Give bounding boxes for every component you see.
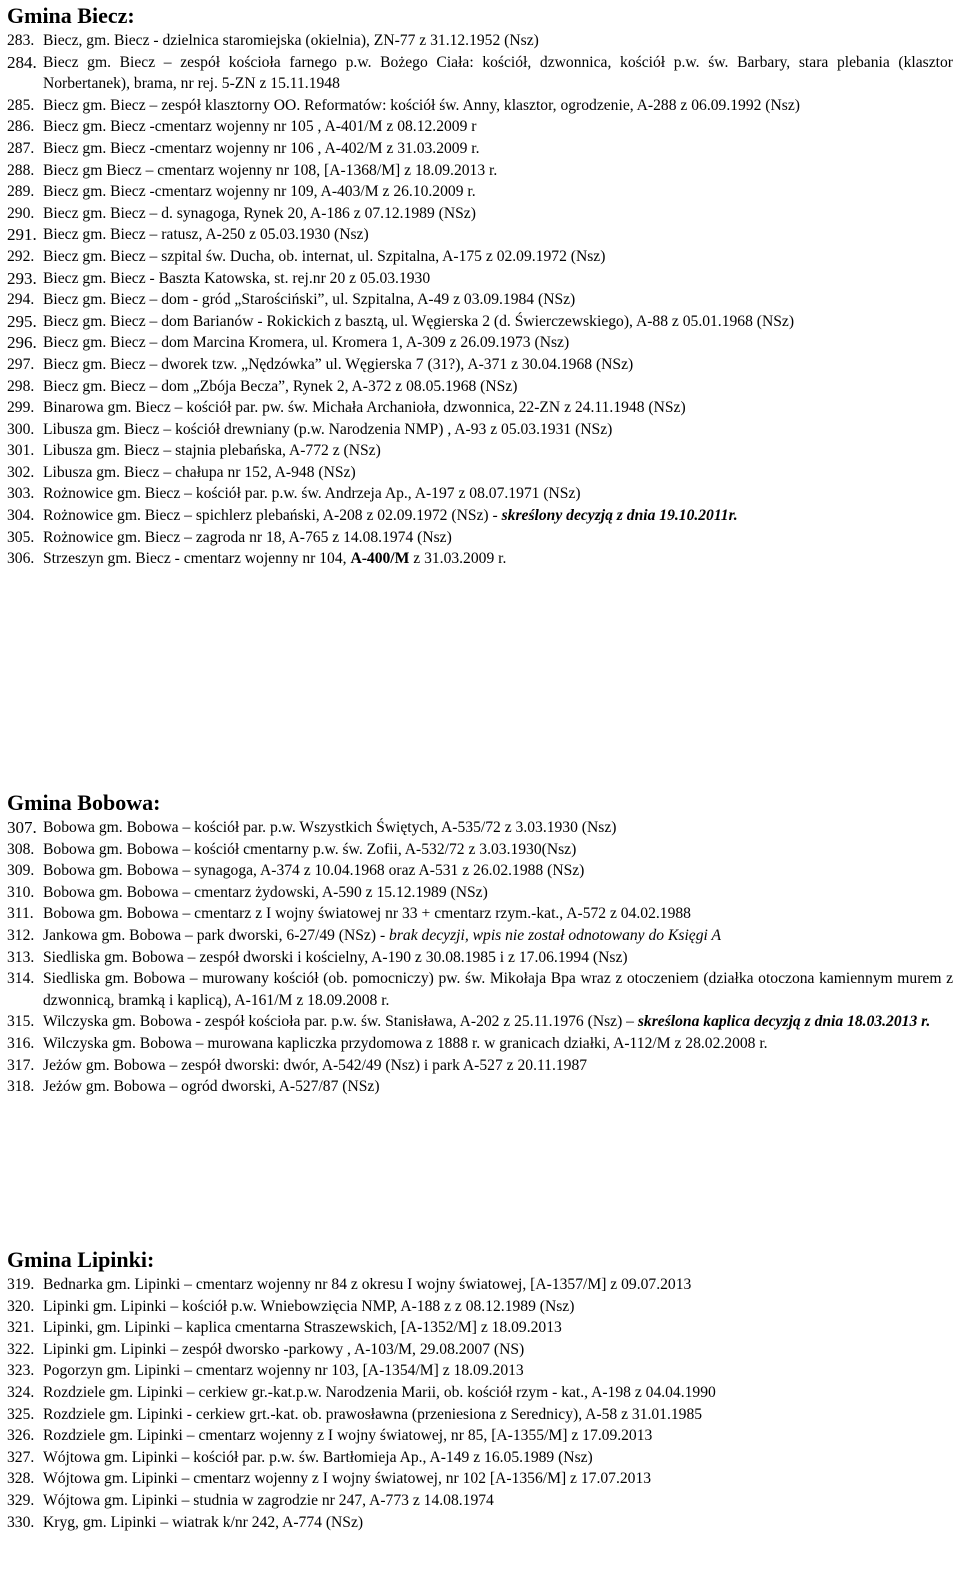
list-item (7, 30, 953, 52)
item-text (43, 1317, 953, 1339)
item-main-text: Biecz gm Biecz – cmentarz wojenny nr 108, [A-1368/M] z 18.09.2013 r. (43, 161, 498, 179)
item-text (43, 1296, 953, 1318)
item-number: 308. (7, 840, 35, 858)
item-main-text: Jeżów gm. Bobowa – zespół dworski: dwór, A-542/49 (Nsz) i park A-527 z 20.11.1987 (43, 1056, 588, 1074)
section-heading: Gmina Lipinki: (7, 1247, 155, 1272)
list-item (7, 1360, 953, 1382)
item-text (43, 332, 953, 354)
list-item (7, 95, 953, 117)
item-number: 315. (7, 1013, 35, 1031)
item-main-text: Wilczyska gm. Bobowa – murowana kapliczka przydomowa z 1888 r. w granicach działki, A-112/M z 28.02.2008 r. (43, 1034, 768, 1052)
item-text (43, 1490, 953, 1512)
item-text (43, 181, 953, 203)
list-item (7, 332, 953, 354)
item-number: 290. (7, 204, 35, 222)
list-item (7, 224, 953, 246)
item-main-text: Libusza gm. Biecz – chałupa nr 152, A-948 (NSz) (43, 463, 356, 481)
list-item (7, 1033, 953, 1055)
item-main-text: Biecz gm. Biecz -cmentarz wojenny nr 109, A-403/M z 26.10.2009 r. (43, 183, 476, 201)
list-item (7, 440, 953, 462)
list-item (7, 203, 953, 225)
list-item (7, 968, 953, 1011)
item-main-text: Wilczyska gm. Bobowa - zespół kościoła par. p.w. św. Stanisława, A-202 z 25.11.1976 (Nsz) – (43, 1013, 638, 1031)
item-main-text: Lipinki gm. Lipinki – zespół dworsko -parkowy , A-103/M, 29.08.2007 (NS) (43, 1340, 525, 1358)
item-main-text: Pogorzyn gm. Lipinki – cmentarz wojenny nr 103, [A-1354/M] z 18.09.2013 (43, 1362, 524, 1380)
item-main-text: Siedliska gm. Bobowa – murowany kościół (ob. pomocniczy) pw. św. Mikołaja Bpa wraz z otoczeniem (działka otoczona kamiennym murem z dzwonnicą, bramką i kaplicą), A-161/M z 18.09.2008 r. (43, 970, 953, 1009)
item-number: 301. (7, 442, 35, 460)
item-number: 284. (7, 52, 37, 72)
item-main-text: Biecz gm. Biecz -cmentarz wojenny nr 105 , A-401/M z 08.12.2009 r (43, 118, 477, 136)
item-text (43, 817, 953, 839)
item-number: 328. (7, 1470, 35, 1488)
list-item (7, 462, 953, 484)
list-item (7, 181, 953, 203)
list-item (7, 903, 953, 925)
item-text (43, 1468, 953, 1490)
item-main-text: Rozdziele gm. Lipinki – cerkiew gr.-kat.p.w. Narodzenia Marii, ob. kościół rzym - kat., A-198 z 04.04.1990 (43, 1383, 716, 1401)
item-number: 329. (7, 1491, 35, 1509)
list-item (7, 1296, 953, 1318)
item-text (43, 289, 953, 311)
item-number: 325. (7, 1405, 35, 1423)
item-text (43, 1274, 953, 1296)
item-main-text: Lipinki gm. Lipinki – kościół p.w. Wniebowzięcia NMP, A-188 z z 08.12.1989 (Nsz) (43, 1297, 575, 1315)
list-item (7, 1404, 953, 1426)
item-number: 312. (7, 926, 35, 944)
list-item (7, 505, 953, 527)
section-gmina-lipinki (7, 1247, 953, 1533)
item-emphasis-note: skreślony decyzją z dnia 19.10.2011r. (501, 507, 738, 525)
item-main-text: Biecz gm. Biecz – dworek tzw. „Nędzówka” ul. Węgierska 7 (31?), A-371 z 30.04.1968 (NSz) (43, 355, 634, 373)
item-main-text: Rożnowice gm. Biecz – zagroda nr 18, A-765 z 14.08.1974 (Nsz) (43, 528, 452, 546)
list-item (7, 860, 953, 882)
list-item (7, 1317, 953, 1339)
item-italic-note: brak decyzji, wpis nie został odnotowany do Księgi A (389, 926, 721, 944)
item-text (43, 1339, 953, 1361)
item-number: 324. (7, 1383, 35, 1401)
item-text (43, 483, 953, 505)
item-number: 289. (7, 183, 35, 201)
item-main-text: Rożnowice gm. Biecz – kościół par. p.w. św. Andrzeja Ap., A-197 z 08.07.1971 (NSz) (43, 485, 581, 503)
item-number: 299. (7, 399, 35, 417)
item-main-text: Bobowa gm. Bobowa – cmentarz z I wojny światowej nr 33 + cmentarz rzym.-kat., A-572 z 04.02.1988 (43, 905, 691, 923)
list-item (7, 1011, 953, 1033)
item-main-text: Rozdziele gm. Lipinki – cmentarz wojenny z I wojny światowej, nr 85, [A-1355/M] z 17.09.2013 (43, 1427, 653, 1445)
item-text (43, 1447, 953, 1469)
list-item (7, 1076, 953, 1098)
item-number: 303. (7, 485, 35, 503)
item-main-text: Biecz gm. Biecz – dom Marcina Kromera, ul. Kromera 1, A-309 z 26.09.1973 (Nsz) (43, 334, 570, 352)
item-number: 320. (7, 1297, 35, 1315)
item-text (43, 1425, 953, 1447)
item-main-text: Biecz gm. Biecz – dom „Zbója Becza”, Rynek 2, A-372 z 08.05.1968 (NSz) (43, 377, 518, 395)
item-main-text: Bobowa gm. Bobowa – kościół cmentarny p.w. św. Zofii, A-532/72 z 3.03.1930(Nsz) (43, 840, 577, 858)
item-text (43, 376, 953, 398)
item-main-text: Biecz gm. Biecz – d. synagoga, Rynek 20, A-186 z 07.12.1989 (NSz) (43, 204, 476, 222)
item-number: 305. (7, 528, 35, 546)
list-item (7, 246, 953, 268)
item-number: 316. (7, 1034, 35, 1052)
list-item (7, 1274, 953, 1296)
item-text (43, 95, 953, 117)
list-item (7, 116, 953, 138)
list-item (7, 1339, 953, 1361)
section-gmina-biecz (7, 3, 953, 570)
item-text (43, 354, 953, 376)
item-number: 295. (7, 311, 37, 331)
item-text (43, 1076, 953, 1098)
item-number: 286. (7, 118, 35, 136)
item-text (43, 882, 953, 904)
item-text (43, 246, 953, 268)
item-number: 304. (7, 507, 35, 525)
item-text (43, 138, 953, 160)
section-gmina-bobowa (7, 790, 953, 1098)
item-main-text: Biecz gm. Biecz – dom - gród „Starościński”, ul. Szpitalna, A-49 z 03.09.1984 (NSz) (43, 291, 576, 309)
list-item (7, 1055, 953, 1077)
list-item (7, 376, 953, 398)
item-number: 302. (7, 463, 35, 481)
item-number: 288. (7, 161, 35, 179)
item-main-text: Biecz gm. Biecz -cmentarz wojenny nr 106 , A-402/M z 31.03.2009 r. (43, 139, 480, 157)
item-text (43, 1360, 953, 1382)
item-number: 310. (7, 883, 35, 901)
list-item (7, 1512, 953, 1534)
item-text (43, 968, 953, 1011)
list-item (7, 311, 953, 333)
item-text (43, 527, 953, 549)
item-number: 319. (7, 1276, 35, 1293)
item-text (43, 839, 953, 861)
item-main-text: Kryg, gm. Lipinki – wiatrak k/nr 242, A-774 (NSz) (43, 1513, 364, 1531)
item-number: 311. (7, 905, 34, 923)
item-number: 330. (7, 1513, 35, 1531)
item-main-text: Siedliska gm. Bobowa – zespół dworski i kościelny, A-190 z 30.08.1985 i z 17.06.1994 (Nsz) (43, 948, 628, 966)
item-number: 291. (7, 225, 37, 245)
item-main-text: Biecz gm. Biecz – zespół klasztorny OO. Reformatów: kościół św. Anny, klasztor, ogrodzenie, A-288 z 06.09.1992 (Nsz) (43, 96, 800, 114)
item-number: 326. (7, 1427, 35, 1445)
item-text (43, 440, 953, 462)
item-number: 296. (7, 333, 37, 353)
section-heading: Gmina Bobowa: (7, 790, 161, 815)
item-main-text: Biecz gm. Biecz – dom Barianów - Rokickich z basztą, ul. Węgierska 2 (d. Świerczewskiego), A-88 z 05.01.1968 (NSz) (43, 312, 795, 330)
item-main-text: Libusza gm. Biecz – kościół drewniany (p.w. Narodzenia NMP) , A-93 z 05.03.1931 (NSz) (43, 420, 613, 438)
item-main-text: Biecz gm. Biecz – zespół kościoła farnego p.w. Bożego Ciała: kościół, dzwonnica, kościół p.w. św. Barbary, stara plebania (klasztor Norbertanek), brama, nr rej. 5-ZN z 15.11.1948 (43, 53, 953, 93)
list-item (7, 839, 953, 861)
item-main-text: Jeżów gm. Bobowa – ogród dworski, A-527/87 (NSz) (43, 1078, 380, 1096)
item-main-text: Lipinki, gm. Lipinki – kaplica cmentarna Straszewskich, [A-1352/M] z 18.09.2013 (43, 1319, 562, 1337)
item-main-text: Bobowa gm. Bobowa – synagoga, A-374 z 10.04.1968 oraz A-531 z 26.02.1988 (NSz) (43, 862, 585, 880)
list-item (7, 354, 953, 376)
item-bold-text: A-400/M (350, 550, 410, 568)
item-text (43, 397, 953, 419)
item-number: 292. (7, 247, 35, 265)
item-number: 327. (7, 1448, 35, 1466)
item-number: 313. (7, 948, 35, 966)
list-item (7, 268, 953, 290)
item-main-text: Biecz gm. Biecz – ratusz, A-250 z 05.03.1930 (Nsz) (43, 226, 369, 244)
item-text (43, 1512, 953, 1534)
list-item (7, 1425, 953, 1447)
item-number: 283. (7, 32, 35, 49)
item-number: 307. (7, 818, 37, 837)
item-main-text: Strzeszyn gm. Biecz - cmentarz wojenny nr 104, (43, 550, 351, 568)
item-number: 306. (7, 550, 35, 568)
list-item (7, 1382, 953, 1404)
item-main-text: Bobowa gm. Bobowa – cmentarz żydowski, A-590 z 15.12.1989 (NSz) (43, 883, 488, 901)
item-tail-text: z 31.03.2009 r. (409, 550, 507, 568)
item-main-text: Bednarka gm. Lipinki – cmentarz wojenny nr 84 z okresu I wojny światowej, [A-1357/M] z 09.07.2013 (43, 1276, 692, 1293)
item-text (43, 30, 953, 52)
item-text (43, 52, 953, 95)
item-text (43, 160, 953, 182)
list-item (7, 1447, 953, 1469)
item-number: 323. (7, 1362, 35, 1380)
item-main-text: Biecz gm. Biecz - Baszta Katowska, st. rej.nr 20 z 05.03.1930 (43, 269, 431, 287)
item-main-text: Libusza gm. Biecz – stajnia plebańska, A-772 z (NSz) (43, 442, 381, 460)
item-text (43, 224, 953, 246)
item-main-text: Wójtowa gm. Lipinki – kościół par. p.w. św. Bartłomieja Ap., A-149 z 16.05.1989 (Nsz) (43, 1448, 593, 1466)
list-item (7, 1468, 953, 1490)
item-number: 300. (7, 420, 35, 438)
item-number: 318. (7, 1078, 35, 1096)
entry-list (7, 30, 953, 570)
entry-list (7, 1274, 953, 1533)
list-item (7, 483, 953, 505)
item-main-text: Wójtowa gm. Lipinki – cmentarz wojenny z I wojny światowej, nr 102 [A-1356/M] z 17.07.2013 (43, 1470, 652, 1488)
item-text (43, 1055, 953, 1077)
item-emphasis-note: skreślona kaplica decyzją z dnia 18.03.2013 r. (637, 1013, 931, 1031)
item-main-text: Rozdziele gm. Lipinki - cerkiew grt.-kat. ob. prawosławna (przeniesiona z Serednicy), A-58 z 31.01.1985 (43, 1405, 703, 1423)
section-heading: Gmina Biecz: (7, 3, 135, 28)
item-number: 287. (7, 139, 35, 157)
item-text (43, 1011, 953, 1033)
item-number: 322. (7, 1340, 35, 1358)
list-item (7, 1490, 953, 1512)
item-main-text: Binarowa gm. Biecz – kościół par. pw. św. Michała Archanioła, dzwonnica, 22-ZN z 24.11.1948 (NSz) (43, 399, 686, 417)
item-main-text: Biecz, gm. Biecz - dzielnica staromiejska (okielnia), ZN-77 z 31.12.1952 (Nsz) (43, 32, 539, 49)
item-text (43, 1382, 953, 1404)
list-item (7, 882, 953, 904)
item-number: 298. (7, 377, 35, 395)
list-item (7, 289, 953, 311)
item-text (43, 947, 953, 969)
item-main-text: Wójtowa gm. Lipinki – studnia w zagrodzie nr 247, A-773 z 14.08.1974 (43, 1491, 494, 1509)
item-main-text: Rożnowice gm. Biecz – spichlerz plebański, A-208 z 02.09.1972 (NSz) - (43, 507, 502, 525)
list-item (7, 548, 953, 570)
item-text (43, 1404, 953, 1426)
item-main-text: Jankowa gm. Bobowa – park dworski, 6-27/49 (NSz) - (43, 926, 390, 944)
item-text (43, 116, 953, 138)
list-item (7, 160, 953, 182)
item-number: 297. (7, 355, 35, 373)
item-text (43, 462, 953, 484)
item-text (43, 925, 953, 947)
item-number: 285. (7, 96, 35, 114)
item-number: 293. (7, 268, 37, 288)
item-text (43, 311, 953, 333)
item-text (43, 903, 953, 925)
list-item (7, 397, 953, 419)
item-number: 317. (7, 1056, 35, 1074)
list-item (7, 947, 953, 969)
list-item (7, 138, 953, 160)
item-number: 321. (7, 1319, 35, 1337)
item-number: 294. (7, 291, 35, 309)
item-main-text: Biecz gm. Biecz – szpital św. Ducha, ob. internat, ul. Szpitalna, A-175 z 02.09.1972 (Nsz) (43, 247, 606, 265)
item-text (43, 268, 953, 290)
list-item (7, 817, 953, 839)
item-number: 309. (7, 862, 35, 880)
item-text (43, 860, 953, 882)
item-text (43, 505, 953, 527)
item-text (43, 1033, 953, 1055)
list-item (7, 925, 953, 947)
list-item (7, 52, 953, 95)
item-text (43, 203, 953, 225)
item-text (43, 419, 953, 441)
list-item (7, 527, 953, 549)
item-text (43, 548, 953, 570)
item-main-text: Bobowa gm. Bobowa – kościół par. p.w. Wszystkich Świętych, A-535/72 z 3.03.1930 (Nsz) (43, 819, 617, 836)
list-item (7, 419, 953, 441)
entry-list (7, 817, 953, 1098)
item-number: 314. (7, 970, 35, 988)
